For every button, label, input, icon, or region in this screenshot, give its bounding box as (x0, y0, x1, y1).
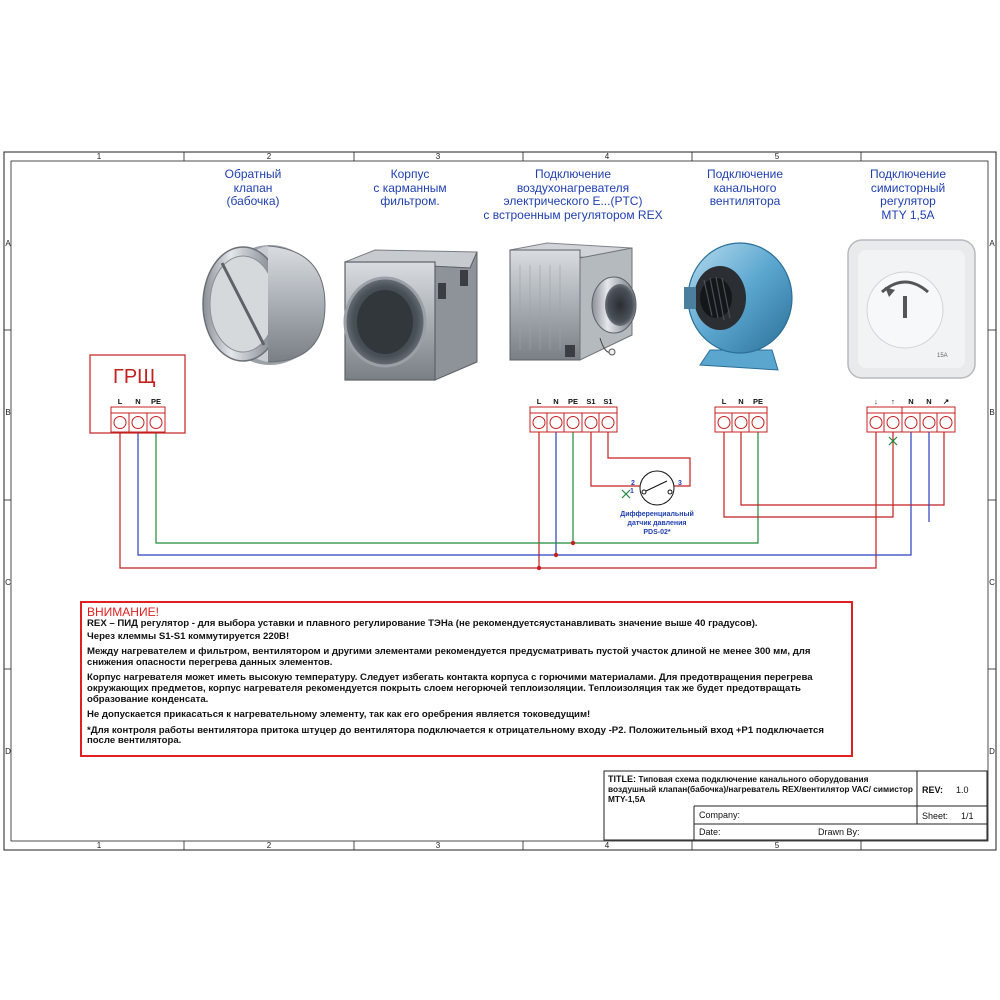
col-label-bottom-1: 1 (96, 841, 102, 850)
pressure-sensor (620, 471, 694, 536)
fan-image (684, 243, 792, 370)
title-block (604, 771, 987, 840)
col-label-top-5: 5 (774, 152, 780, 161)
row-label-right-B: B (989, 408, 995, 417)
col-label-top-1: 1 (96, 152, 102, 161)
heater-title: Подключение воздухонагревателя электрического Е...(PTC) с встроенным регулятором REX (483, 167, 663, 222)
terminal-screw (923, 417, 935, 429)
col-label-bottom-2: 2 (266, 841, 272, 850)
row-label-right-C: C (989, 578, 995, 587)
damper-title: Обратный клапан (бабочка) (224, 167, 282, 208)
col-label-bottom-5: 5 (774, 841, 780, 850)
heater-terminal-block (530, 407, 617, 432)
col-label-bottom-4: 4 (604, 841, 610, 850)
row-label-left-A: A (5, 239, 11, 248)
terminal-screw (887, 417, 899, 429)
regulator-terminal-block-a (867, 407, 902, 432)
filter-title: Корпус с карманным фильтром. (373, 167, 447, 208)
terminal-screw (585, 417, 597, 429)
sensor-label-line-3: PDS-02* (643, 529, 671, 536)
regulator-terminal-label-N2: N (926, 397, 932, 406)
warning-paragraph-5: Не допускается прикасаться к нагревательному элементу, так как его оребрения является токоведущим! (87, 709, 591, 721)
damper-image (203, 245, 325, 365)
heater-terminal-label-PE: PE (567, 397, 579, 406)
terminal-screw (718, 417, 730, 429)
terminal-screw (905, 417, 917, 429)
sensor-pin-1: 1 (630, 488, 634, 495)
sensor-pin-2: 2 (631, 480, 635, 487)
heater-image (510, 243, 636, 360)
warning-paragraph-1: REX – ПИД регулятор - для выбора уставки и плавного регулирование ТЭНа (не рекомендуетсяустанавливать значение выше 40 градусов). (87, 618, 758, 629)
terminal-screw (752, 417, 764, 429)
title-block-rev: REV: (922, 785, 944, 795)
warning-paragraph-2: Через клеммы S1-S1 коммутируется 220В! (87, 630, 290, 642)
terminal-screw (940, 417, 952, 429)
regulator-terminal-label-down: ↓ (874, 397, 878, 406)
heater-terminal-label-S1b: S1 (603, 397, 613, 406)
title-block-sheet: Sheet: (922, 811, 949, 821)
row-label-left-B: B (5, 408, 11, 417)
fan-terminal-block (715, 407, 767, 432)
title-block-date: Date: (699, 827, 721, 837)
title-block-company: Company: (699, 810, 741, 820)
warning-paragraph-6: *Для контроля работы вентилятора притока штуцер до вентилятора подключается к отрицательному входу -P2. Положительный вход +P1 подключается после вентилятора. (87, 724, 824, 747)
regulator-plate-text: 15A (937, 353, 948, 359)
sensor-label-line-2: датчик давления (627, 520, 687, 527)
fan-terminal-label-PE: PE (752, 397, 764, 406)
row-label-left-C: C (5, 578, 11, 587)
col-label-top-4: 4 (604, 152, 610, 161)
panel-label: ГРЩ (113, 366, 156, 388)
heater-terminal-label-S1a: S1 (586, 397, 596, 406)
title-block-rev-value: 1.0 (956, 785, 969, 795)
terminal-screw (735, 417, 747, 429)
warning-box (80, 601, 853, 757)
title-block-title: TITLE: Типовая схема подключение канального оборудования воздушный клапан(бабочка)/нагреватель REX/вентилятор VAC/ симистор MTY-1,5A (608, 774, 913, 804)
sensor-pin-3: 3 (678, 480, 682, 487)
terminal-screw (114, 417, 126, 429)
panel-terminal-label-PE: PE (150, 397, 162, 406)
col-label-top-2: 2 (266, 152, 272, 161)
regulator-terminal-label-adjust: ↗ (942, 397, 950, 406)
regulator-image (848, 240, 975, 378)
col-label-bottom-3: 3 (435, 841, 441, 850)
fan-terminal-label-N: N (738, 397, 744, 406)
terminal-screw (132, 417, 144, 429)
title-block-sheet-value: 1/1 (961, 811, 974, 821)
regulator-terminal-block-b (902, 407, 955, 432)
regulator-terminal-label-N1: N (908, 397, 914, 406)
warning-paragraph-4: Корпус нагревателя может иметь высокую температуру. Следует избегать контакта корпуса с горючими материалами. Для предотвращения перегрева окружающих предметов, корпус нагревателя рекомендуется покрыть слоем негорючей теплоизоляции. Теплоизоляция так же будет предотвращать образование конденсата. (87, 672, 813, 705)
warning-paragraph-3: Между нагревателем и фильтром, вентилятором и другими элементами рекомендуется предусматривать пустой участок длиной не менее 300 мм, для снижения опасности перегрева данных элементов. (87, 646, 811, 668)
regulator-title: Подключение симисторный регулятор MTY 1,5A (869, 167, 947, 222)
terminal-screw (533, 417, 545, 429)
fan-title: Подключение канального вентилятора (706, 167, 784, 208)
terminal-screw (602, 417, 614, 429)
wiring (120, 432, 944, 568)
terminal-screw (567, 417, 579, 429)
heater-terminal-label-N: N (553, 397, 559, 406)
row-label-left-D: D (5, 747, 11, 756)
terminal-screw (870, 417, 882, 429)
col-label-top-3: 3 (435, 152, 441, 161)
terminal-screw (150, 417, 162, 429)
heater-terminal-label-L: L (536, 397, 542, 406)
row-label-right-D: D (989, 747, 995, 756)
panel-terminal-block (111, 407, 165, 432)
warning-title: ВНИМАНИЕ! (87, 605, 159, 619)
terminal-screw (550, 417, 562, 429)
panel-terminal-label-L: L (117, 397, 123, 406)
fan-terminal-label-L: L (721, 397, 727, 406)
filter-box-image (345, 250, 477, 380)
sensor-label-line-1: Дифференциальный (620, 511, 694, 518)
panel-terminal-label-N: N (135, 397, 141, 406)
row-label-right-A: A (989, 239, 995, 248)
title-block-drawn-by: Drawn By: (818, 827, 860, 837)
regulator-terminal-label-up: ↑ (891, 397, 895, 406)
terminal-blocks (111, 407, 955, 432)
